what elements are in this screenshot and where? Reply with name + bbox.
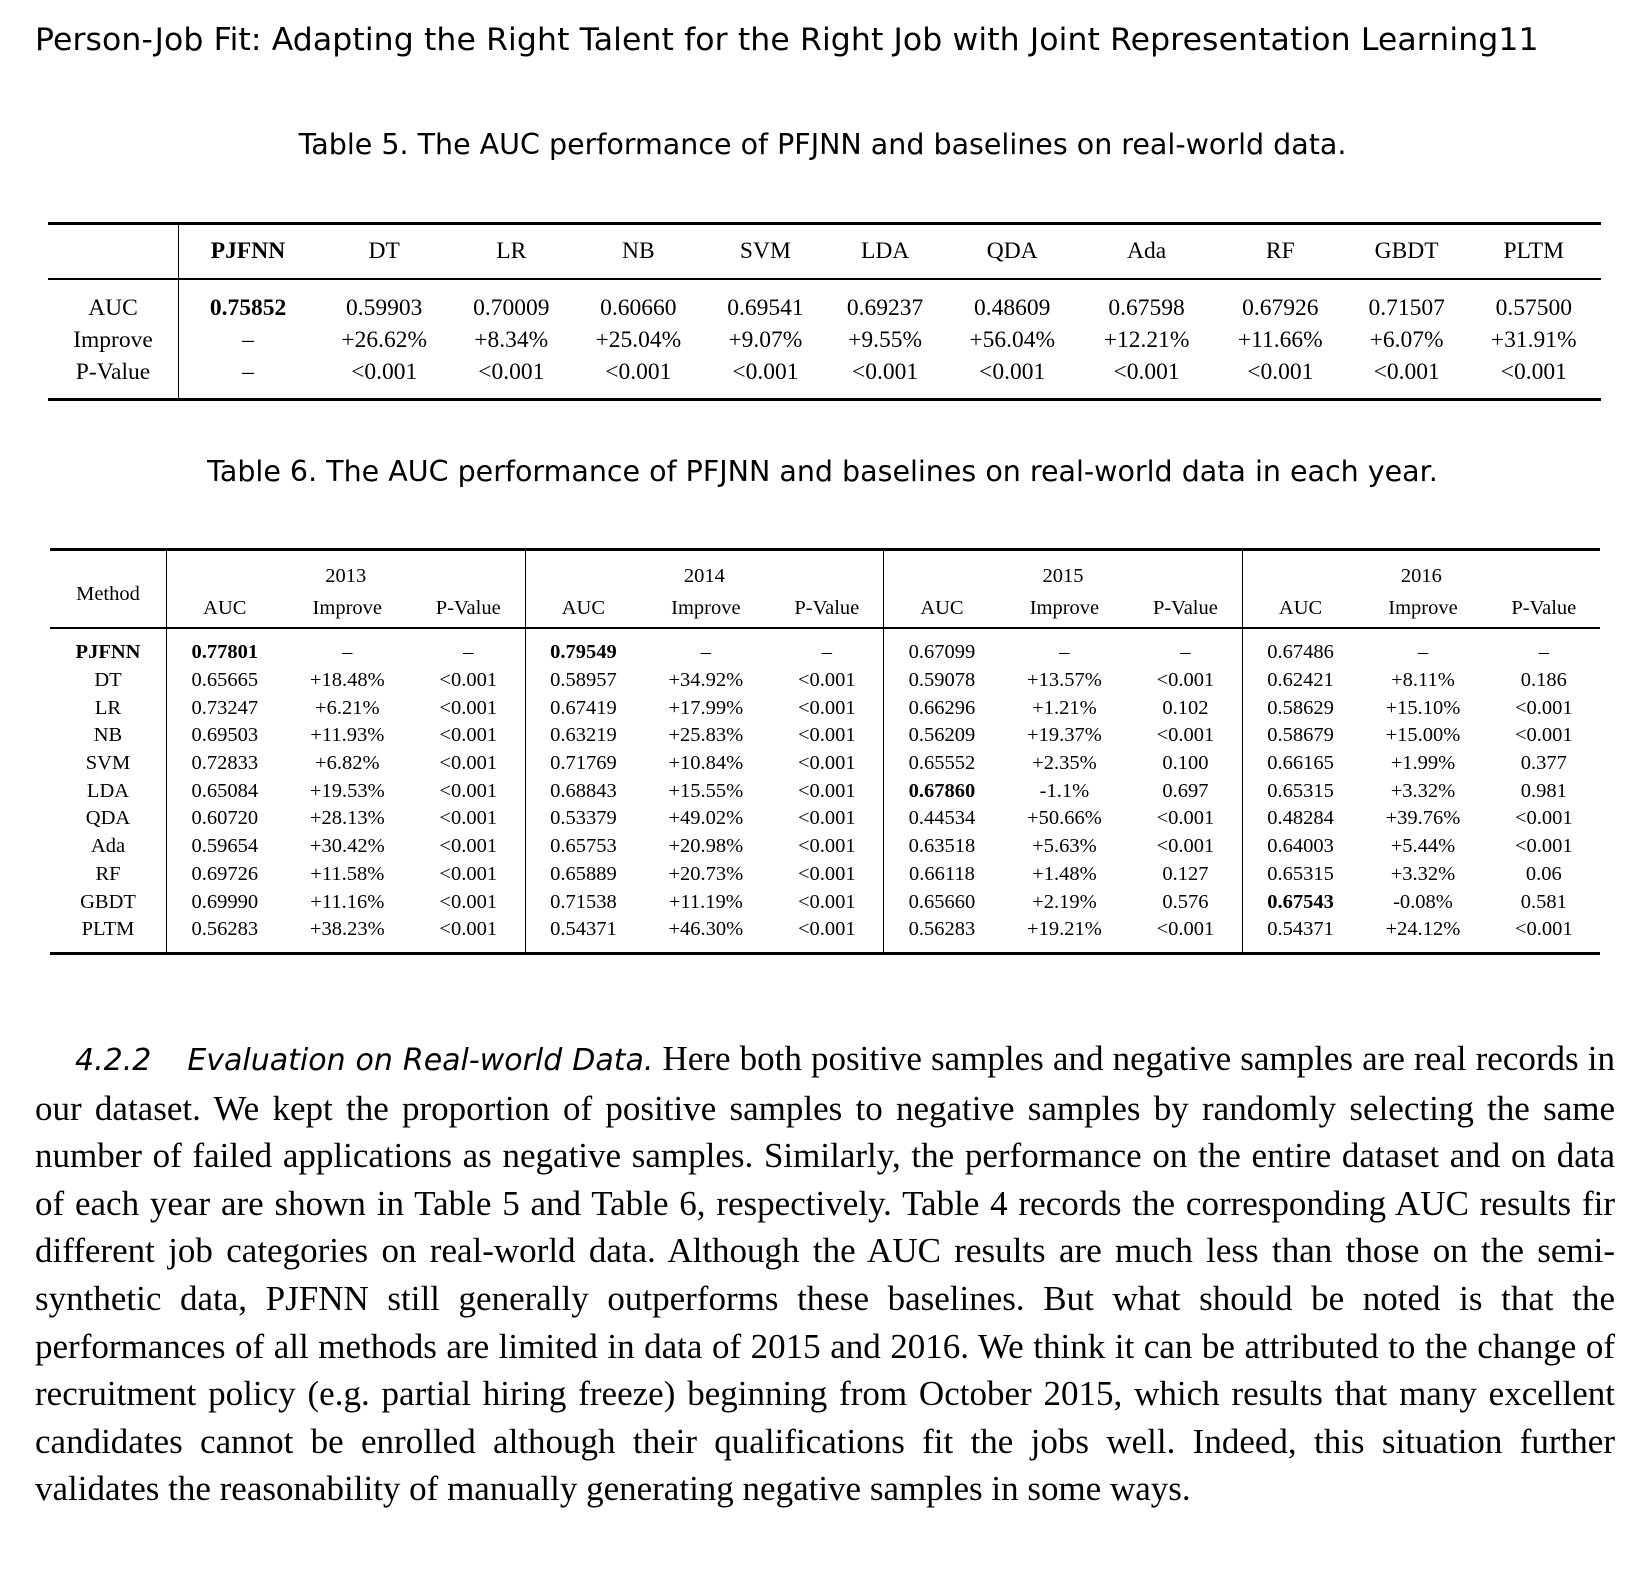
table6-method-cell: LR (50, 694, 167, 722)
table6-cell: +11.19% (668, 890, 743, 913)
table6-cell: <0.001 (412, 833, 525, 861)
table6-body (50, 628, 1600, 953)
table5-cell: 0.69237 (846, 294, 924, 321)
table6-cell: 0.63518 (908, 835, 976, 858)
table6-cell: <0.001 (1514, 696, 1573, 719)
table6-cell: 0.65889 (550, 862, 617, 885)
table5-cell: +31.91% (1490, 326, 1577, 353)
table6-cell: 0.66296 (908, 696, 976, 719)
table6-cell: 0.60720 (191, 807, 259, 830)
table6-cell: 0.58679 (1267, 724, 1334, 747)
table6-cell: 0.65315 (1267, 779, 1334, 802)
table6-cell: 0.67419 (550, 696, 617, 719)
table5 (48, 222, 1601, 401)
table6-cell: 0.56283 (908, 918, 976, 941)
table5-cell: 0.70009 (473, 294, 550, 321)
table6-cell: – (1538, 641, 1549, 664)
table6-cell: <0.001 (771, 777, 884, 805)
table6-cell: <0.001 (1129, 667, 1242, 695)
table6-cell: 0.48284 (1267, 807, 1334, 830)
table-row (50, 722, 1600, 750)
table6-cell: 0.65665 (191, 669, 259, 692)
table5-cell: +25.04% (595, 326, 682, 353)
section-4-2-2 (35, 1035, 1615, 1513)
table6-cell: +15.10% (1385, 696, 1461, 719)
table5-col-header: PJFNN (179, 224, 318, 280)
table6-cell: <0.001 (412, 916, 525, 953)
table6-cell: – (342, 641, 353, 664)
table6-cell: 0.63219 (550, 724, 617, 747)
table6-cell: +13.57% (1027, 669, 1102, 692)
table5-cell: <0.001 (852, 358, 919, 385)
table6-method-cell: SVM (50, 750, 167, 778)
table5-cell: +26.62% (341, 326, 428, 353)
table6-cell: <0.001 (1514, 918, 1573, 941)
table6-cell: <0.001 (771, 722, 884, 750)
table5-cell: <0.001 (979, 358, 1046, 385)
table6-cell: +15.55% (668, 779, 744, 802)
table5-corner (48, 224, 179, 280)
table6-method-cell: GBDT (50, 888, 167, 916)
table6-cell: <0.001 (1129, 805, 1242, 833)
table5-header-row (48, 224, 1601, 280)
table6-method-cell: RF (50, 861, 167, 889)
section-number: 4.2.2 (75, 1043, 152, 1078)
table6-cell: +18.48% (309, 669, 385, 692)
table6-year-header: 2014 (525, 550, 884, 592)
table6-cell: +20.73% (668, 862, 744, 885)
table6-cell: 0.102 (1129, 694, 1242, 722)
table6-cell: 0.72833 (191, 752, 259, 775)
table5-col-header: NB (571, 224, 705, 280)
table6-cell: 0.77801 (191, 641, 259, 664)
table6-cell: <0.001 (771, 833, 884, 861)
table6-cell: 0.581 (1520, 890, 1567, 913)
table6-method-cell: QDA (50, 805, 167, 833)
table6-cell: +19.21% (1027, 918, 1102, 941)
table6-cell: +34.92% (668, 669, 744, 692)
table6-cell: +11.93% (310, 724, 385, 747)
table5-row (48, 324, 1601, 356)
table6-cell: +25.83% (668, 724, 744, 747)
table6-cell: 0.62421 (1267, 669, 1334, 692)
table6-cell: +50.66% (1027, 807, 1102, 830)
table6-cell: 0.65660 (908, 890, 976, 913)
table-row (50, 833, 1600, 861)
table-row (50, 861, 1600, 889)
table5-cell: 0.57500 (1495, 294, 1572, 321)
table6-cell: 0.981 (1520, 779, 1567, 802)
table6-cell: +10.84% (668, 752, 744, 775)
table6-cell: – (1059, 641, 1070, 664)
table6-cell: +24.12% (1385, 918, 1461, 941)
table6-cell: 0.73247 (191, 696, 259, 719)
table5-cell: 0.67598 (1108, 294, 1185, 321)
table6-cell: +3.32% (1390, 779, 1456, 802)
table6-cell: <0.001 (412, 805, 525, 833)
table6-cell: <0.001 (412, 888, 525, 916)
table6-cell: 0.69990 (191, 890, 259, 913)
table6-cell: 0.65084 (191, 779, 259, 802)
table6-year-header: 2015 (884, 550, 1243, 592)
table6-cell: 0.54371 (1267, 918, 1334, 941)
table5-row (48, 279, 1601, 324)
table-row (50, 694, 1600, 722)
table-row (50, 628, 1600, 667)
table5-col-header: LR (451, 224, 571, 280)
table-row (50, 777, 1600, 805)
table6-cell: +20.98% (668, 835, 744, 858)
table6-subheader: Improve (1358, 591, 1487, 628)
table6-cell: 0.68843 (550, 779, 617, 802)
table6-cell: +3.32% (1390, 862, 1456, 885)
table6-subheader: AUC (167, 591, 283, 628)
table6-cell: 0.66118 (909, 862, 975, 885)
table6-cell: 0.56283 (191, 918, 259, 941)
table6-cell: <0.001 (771, 750, 884, 778)
table5-col-header: PLTM (1467, 224, 1601, 280)
table5-cell: 0.71507 (1368, 294, 1445, 321)
table6-cell: <0.001 (771, 694, 884, 722)
table6-subheader: Improve (1000, 591, 1129, 628)
table6-cell: 0.67543 (1267, 890, 1334, 913)
table6-subheader: AUC (884, 591, 1000, 628)
table6-cell: <0.001 (771, 805, 884, 833)
table6-cell: 0.67860 (908, 779, 976, 802)
table6-cell: <0.001 (1129, 722, 1242, 750)
table6-cell: 0.44534 (908, 807, 976, 830)
table6-method-cell: DT (50, 667, 167, 695)
table6-cell: +38.23% (309, 918, 385, 941)
table6-cell: – (1417, 641, 1429, 664)
table6-cell: +5.44% (1390, 835, 1456, 858)
table5-cell: 0.60660 (600, 294, 677, 321)
table5-col-header: SVM (706, 224, 826, 280)
table-row (50, 805, 1600, 833)
table6-cell: +15.00% (1385, 724, 1461, 747)
table6-cell: <0.001 (412, 750, 525, 778)
table5-cell: 0.69541 (727, 294, 804, 321)
running-head: Person-Job Fit: Adapting the Right Talent for the Right Job with Joint Representation Learning11 (35, 22, 1539, 58)
table6-cell: <0.001 (771, 916, 884, 953)
table6-cell: +28.13% (309, 807, 385, 830)
table6-subheader: Improve (641, 591, 770, 628)
table6-cell: +46.30% (668, 918, 744, 941)
table5-cell: 0.75852 (209, 294, 287, 321)
table6-cell: +1.21% (1032, 696, 1097, 719)
table6-cell: 0.186 (1520, 669, 1567, 692)
table6-cell: 0.64003 (1267, 835, 1334, 858)
table6-cell: +2.35% (1032, 752, 1097, 775)
table6-cell: 0.66165 (1267, 752, 1334, 775)
table6-cell: <0.001 (412, 694, 525, 722)
table5-row-label: Improve (48, 324, 179, 356)
table6-cell: <0.001 (1514, 835, 1573, 858)
table6-method-cell: Ada (50, 833, 167, 861)
table6-subheader: P-Value (771, 591, 884, 628)
table6-cell: -1.1% (1039, 779, 1090, 802)
table5-row (48, 356, 1601, 400)
table6-cell: +8.11% (1391, 669, 1455, 692)
table6-cell: 0.67099 (908, 641, 976, 664)
table6-cell: <0.001 (412, 722, 525, 750)
table6-caption: Table 6. The AUC performance of PFJNN and baselines on real-world data in each year. (207, 455, 1438, 488)
table5-cell: <0.001 (478, 358, 545, 385)
table5-cell: <0.001 (1113, 358, 1180, 385)
table6-method-header: Method (50, 550, 167, 629)
table6-cell: <0.001 (412, 667, 525, 695)
table5-cell: – (242, 358, 254, 385)
table5-col-header: GBDT (1347, 224, 1467, 280)
table5-cell: <0.001 (1500, 358, 1567, 385)
table6-cell: +1.48% (1032, 862, 1097, 885)
table6-cell: 0.65753 (550, 835, 617, 858)
table6-year-header: 2016 (1400, 564, 1442, 587)
table6-cell: +49.02% (668, 807, 744, 830)
table5-row-label: P-Value (48, 356, 179, 400)
table6-cell: +39.76% (1385, 807, 1461, 830)
table6-cell: <0.001 (771, 888, 884, 916)
table5-cell: +9.07% (728, 326, 803, 353)
table6-subheader: AUC (525, 591, 641, 628)
table6-cell: 0.69726 (191, 862, 259, 885)
table5-col-header: Ada (1079, 224, 1213, 280)
table5-cell: +8.34% (474, 326, 549, 353)
table5-cell: +11.66% (1237, 326, 1323, 353)
table5-col-header: QDA (945, 224, 1079, 280)
table6-cell: <0.001 (412, 861, 525, 889)
table6-cell: 0.56209 (908, 724, 976, 747)
table6-cell: 0.59654 (191, 835, 259, 858)
table5-cell: 0.59903 (346, 294, 423, 321)
table6-cell: +19.53% (309, 779, 385, 802)
table6-cell: +19.37% (1027, 724, 1102, 747)
section-title: Evaluation on Real-world Data. (187, 1043, 654, 1078)
table-row (50, 750, 1600, 778)
table6-method-cell: NB (50, 722, 167, 750)
table6-cell: 0.697 (1129, 777, 1242, 805)
table6-subheader-row (50, 591, 1600, 628)
table6-year-row (50, 550, 1600, 592)
table5-cell: +12.21% (1103, 326, 1190, 353)
table6-cell: <0.001 (1514, 724, 1573, 747)
table6-cell: +11.16% (310, 890, 385, 913)
table6 (50, 548, 1600, 955)
table6-cell: 0.100 (1129, 750, 1242, 778)
table6-method-cell: PLTM (50, 916, 167, 953)
table-row (50, 667, 1600, 695)
table6-cell: 0.58957 (550, 669, 617, 692)
table6-cell: +11.58% (310, 862, 385, 885)
table5-cell: <0.001 (351, 358, 418, 385)
table5-col-header: LDA (825, 224, 945, 280)
table-row (50, 888, 1600, 916)
table6-cell: 0.06 (1525, 862, 1562, 885)
table5-cell: <0.001 (605, 358, 672, 385)
table-row (50, 916, 1600, 953)
table6-cell: +17.99% (668, 696, 744, 719)
table5-cell: 0.48609 (973, 294, 1051, 321)
table6-cell: 0.54371 (550, 918, 617, 941)
table6-year-header: 2013 (167, 550, 526, 592)
table5-col-header: RF (1214, 224, 1347, 280)
table6-subheader: Improve (283, 591, 412, 628)
table6-cell: <0.001 (771, 861, 884, 889)
table6-cell: -0.08% (1393, 890, 1453, 913)
table5-cell: <0.001 (1373, 358, 1440, 385)
table6-cell: 0.127 (1129, 861, 1242, 889)
table6-cell: 0.69503 (191, 724, 259, 747)
table6-cell: 0.59078 (908, 669, 976, 692)
table6-cell: 0.58629 (1267, 696, 1334, 719)
table6-subheader: P-Value (412, 591, 525, 628)
table6-subheader: AUC (1242, 591, 1358, 628)
table5-cell: +9.55% (848, 326, 923, 353)
table6-cell: – (1129, 628, 1242, 667)
table6-cell: <0.001 (412, 777, 525, 805)
table6-cell: – (700, 641, 711, 664)
table5-cell: 0.67926 (1242, 294, 1319, 321)
table6-cell: +2.19% (1032, 890, 1097, 913)
table6-cell: +6.21% (315, 696, 380, 719)
table6-method-cell: PJFNN (50, 628, 167, 667)
table6-cell: 0.53379 (550, 807, 617, 830)
table6-cell: +30.42% (309, 835, 385, 858)
table5-caption: Table 5. The AUC performance of PFJNN and baselines on real-world data. (298, 128, 1347, 161)
table6-cell: <0.001 (1129, 916, 1242, 953)
table6-cell: 0.71769 (550, 752, 617, 775)
table6-cell: <0.001 (1129, 833, 1242, 861)
table6-cell: +1.99% (1390, 752, 1456, 775)
table6-cell: <0.001 (771, 667, 884, 695)
table6-cell: – (412, 628, 525, 667)
table5-cell: +56.04% (969, 326, 1056, 353)
table5-cell: <0.001 (1247, 358, 1314, 385)
table5-cell: – (242, 326, 254, 353)
table6-cell: 0.377 (1520, 752, 1567, 775)
table6-cell: – (771, 628, 884, 667)
table5-cell: <0.001 (732, 358, 799, 385)
section-text: Here both positive samples and negative samples are real records in our dataset. We kept the proportion of positive samples to negative samples by randomly selecting the same number of failed applications as negative samples. Similarly, the performance on the entire dataset and on data of each year are shown in Table 5 and Table 6, respectively. Table 4 records the corresponding AUC results fir different job categories on real-world data. Although the AUC results are much less than those on the semi-synthetic data, PJFNN still generally outperforms these baselines. But what should be noted is that the performances of all methods are limited in data of 2015 and 2016. We think it can be attributed to the change of recruitment policy (e.g. partial hiring freeze) beginning from October 2015, which results that many excellent candidates cannot be enrolled although their qualifications fit the jobs well. Indeed, this situation further validates the reasonability of manually generating negative samples in some ways. (35, 1039, 1615, 1509)
table6-cell: +6.82% (315, 752, 380, 775)
table6-cell: 0.67486 (1267, 641, 1334, 664)
table5-row-label: AUC (48, 279, 179, 324)
table6-subheader: P-Value (1129, 591, 1242, 628)
table5-cell: +6.07% (1369, 326, 1444, 353)
table6-subheader: P-Value (1488, 591, 1600, 628)
table6-cell: <0.001 (1514, 807, 1573, 830)
table5-col-header: DT (317, 224, 451, 280)
table6-method-cell: LDA (50, 777, 167, 805)
table6-cell: 0.576 (1129, 888, 1242, 916)
table6-cell: 0.71538 (550, 890, 617, 913)
table6-cell: +5.63% (1032, 835, 1097, 858)
table6-cell: 0.79549 (550, 641, 617, 664)
table6-cell: 0.65315 (1267, 862, 1334, 885)
table6-cell: 0.65552 (908, 752, 976, 775)
